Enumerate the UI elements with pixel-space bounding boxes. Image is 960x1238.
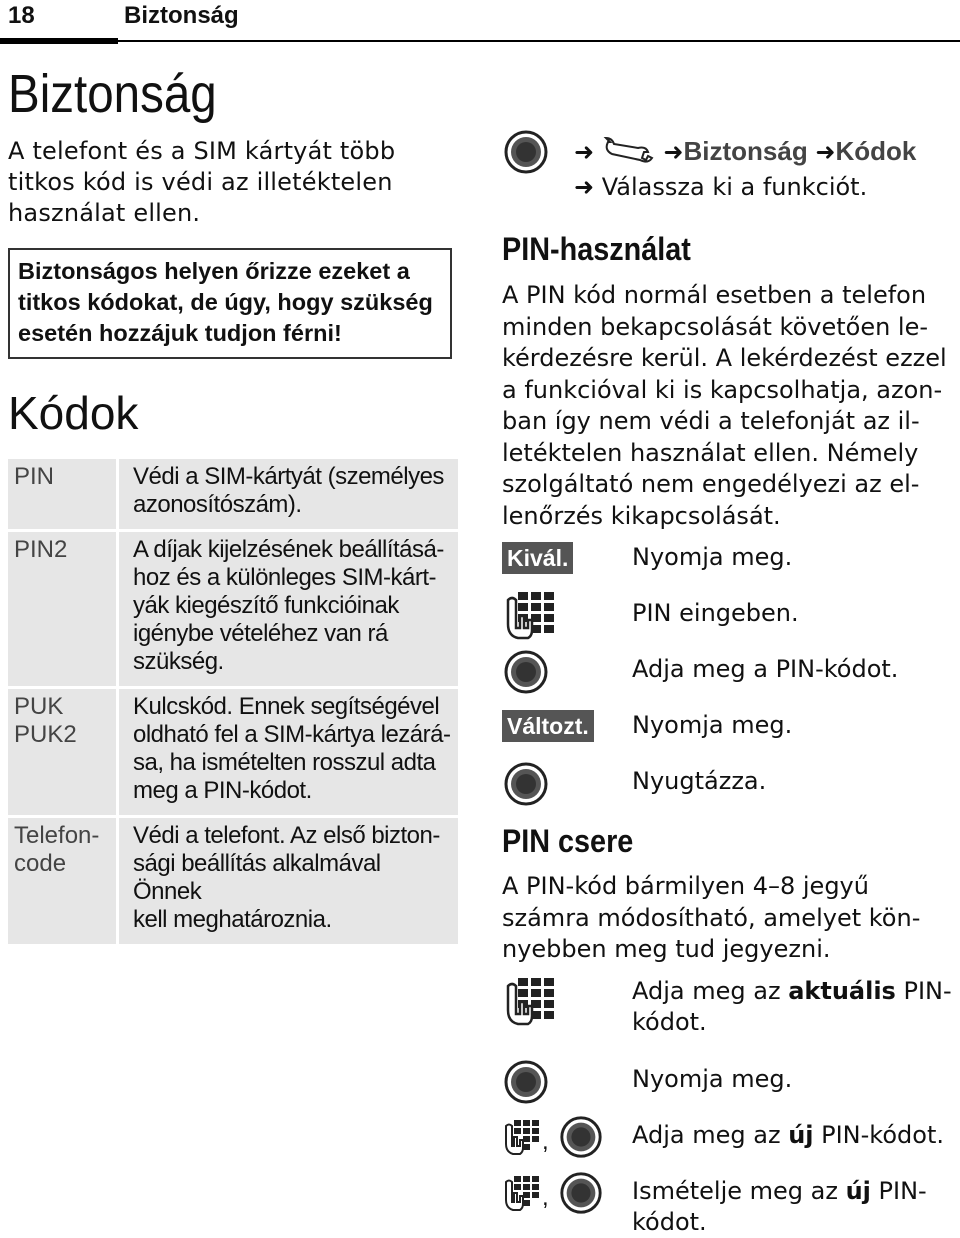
pin-use-paragraph <box>502 280 952 532</box>
keypad-icon <box>502 976 558 1033</box>
desc-line: igénybe vételéhez van rá <box>133 620 388 647</box>
desc-line: Védi a SIM-kártyát (személyes <box>133 463 444 490</box>
pin-change-paragraph <box>502 871 952 966</box>
step-text: Nyomja meg. <box>632 543 793 571</box>
warning-line: esetén hozzájuk tudjon férni! <box>18 320 342 346</box>
keypad-icon <box>502 1174 542 1219</box>
codes-table <box>8 456 458 947</box>
code-description <box>119 459 458 529</box>
table-row <box>8 818 458 944</box>
paragraph-line: ban így nem védi a telefonját az il- <box>502 407 920 435</box>
step-text-part: kódot. <box>632 1208 707 1236</box>
paragraph-line: minden bekapcsolását követően le- <box>502 312 929 341</box>
nav-key-icon <box>502 760 552 815</box>
warning-box <box>8 248 452 359</box>
step-row <box>502 542 952 592</box>
desc-line: Kulcskód. Ennek segítségével <box>133 693 440 720</box>
arrow-right-icon: ➜ <box>574 173 595 201</box>
desc-line: kell meghatároznia. <box>133 906 332 933</box>
desc-line: A díjak kijelzésének beállításá- <box>133 536 444 563</box>
step-text-part: kódot. <box>632 1008 707 1036</box>
step-emphasis: új <box>845 1177 871 1205</box>
intro-paragraph <box>8 136 456 229</box>
nav-key-icon <box>558 1170 604 1221</box>
nav-key-icon <box>502 1058 552 1113</box>
nav-key-icon <box>502 648 552 703</box>
intro-line: A telefont és a SIM kártyát több <box>8 137 396 165</box>
header-rule-accent <box>0 38 118 44</box>
table-row <box>8 689 458 815</box>
softkey-change: Változt. <box>502 710 594 742</box>
step-text <box>632 976 952 1038</box>
step-row <box>502 1114 952 1164</box>
code-description <box>119 532 458 686</box>
paragraph-line: A PIN-kód bármilyen 4–8 jegyű <box>502 872 869 900</box>
code-key-line: PIN <box>14 463 55 490</box>
intro-line: használat ellen. <box>8 199 201 227</box>
step-text <box>632 1176 952 1238</box>
comma-separator: , <box>542 1184 549 1211</box>
section-title <box>8 64 456 124</box>
step-emphasis: új <box>788 1121 814 1149</box>
warning-line: titkos kódokat, de úgy, hogy szükség <box>18 289 433 315</box>
arrow-right-icon: ➜ <box>663 138 684 166</box>
paragraph-line: szolgáltató nem engedélyezi az el- <box>502 470 920 498</box>
code-key <box>8 818 119 944</box>
pin-change-heading: PIN csere <box>502 823 634 859</box>
comma-separator: , <box>542 1128 549 1155</box>
page-number: 18 <box>8 2 35 29</box>
desc-line: oldható fel a SIM-kártya lezárá- <box>133 721 451 748</box>
step-row <box>502 976 952 1038</box>
nav-key-icon <box>558 1114 604 1165</box>
desc-line: meg a PIN-kódot. <box>133 777 312 804</box>
step-row <box>502 710 952 760</box>
desc-line: azonosítószám). <box>133 491 302 518</box>
page-header <box>0 0 960 44</box>
step-row <box>502 760 952 810</box>
table-row <box>8 532 458 686</box>
paragraph-line: nyebben meg tud jegyezni. <box>502 935 831 963</box>
step-text-part: Adja meg az <box>632 977 789 1005</box>
instruction-text: Válassza ki a funkciót. <box>601 173 868 201</box>
code-key <box>8 459 119 529</box>
step-row <box>502 590 952 646</box>
step-row <box>502 1058 952 1108</box>
step-text <box>632 1120 952 1151</box>
menu-path-item: Biztonság <box>683 136 808 166</box>
step-text-part: PIN-kódot. <box>813 1121 944 1149</box>
step-text: Nyomja meg. <box>632 711 793 739</box>
codes-heading: Kódok <box>8 387 139 439</box>
paragraph-line: a funkcióval ki is kapcsolhatja, azon- <box>502 375 943 404</box>
table-row <box>8 459 458 529</box>
step-text-part: PIN- <box>870 1177 927 1205</box>
code-description <box>119 689 458 815</box>
running-title: Biztonság <box>124 2 239 29</box>
code-key-line: PIN2 <box>14 536 68 563</box>
keypad-icon <box>502 1118 542 1163</box>
step-row <box>502 1170 952 1236</box>
paragraph-line: lenőrzés kikapcsolását. <box>502 501 781 530</box>
desc-line: yák kiegészítő funkcióinak <box>133 592 399 619</box>
arrow-right-icon: ➜ <box>574 138 595 166</box>
code-key-line: code <box>14 850 67 877</box>
desc-line: sági beállítás alkalmával Önnek <box>133 850 381 905</box>
nav-key-icon <box>502 128 552 178</box>
pin-use-heading: PIN-használat <box>502 231 691 267</box>
step-text-part: Ismételje meg az <box>632 1177 846 1205</box>
paragraph-line: letéktelen használat ellen. Némely <box>502 438 919 467</box>
desc-line: sa, ha ismételten rosszul adta <box>133 749 436 776</box>
menu-path <box>574 134 916 169</box>
arrow-right-icon: ➜ <box>815 138 836 166</box>
step-text-part: Adja meg az <box>632 1121 789 1149</box>
step-text: Nyugtázza. <box>632 767 767 795</box>
step-text: Adja meg a PIN-kódot. <box>632 655 899 683</box>
code-key-line: Telefon- <box>14 822 100 849</box>
code-key-line: PUK2 <box>14 721 77 748</box>
paragraph-line: számra módosítható, amelyet kön- <box>502 903 921 932</box>
warning-line: Biztonságos helyen őrizze ezeket a <box>18 258 410 284</box>
softkey-select: Kivál. <box>502 542 573 574</box>
step-text: Nyomja meg. <box>632 1065 793 1093</box>
desc-line: hoz és a különleges SIM-kárt- <box>133 564 436 591</box>
intro-line: titkos kód is védi az illetéktelen <box>8 168 393 196</box>
step-text-part: PIN- <box>895 977 952 1005</box>
step-emphasis: aktuális <box>788 977 896 1005</box>
desc-line: szükség. <box>133 648 224 675</box>
code-key-line: PUK <box>14 693 64 720</box>
keypad-icon <box>502 590 558 647</box>
wrench-icon <box>602 138 664 166</box>
code-key <box>8 689 119 815</box>
step-text: PIN eingeben. <box>632 599 799 627</box>
paragraph-line: A PIN kód normál esetben a telefon <box>502 281 927 309</box>
header-rule <box>0 40 960 42</box>
menu-path-item: Kódok <box>835 136 917 166</box>
page-title: Biztonság <box>8 64 217 124</box>
code-description <box>119 818 458 944</box>
menu-path-instruction <box>574 170 867 204</box>
paragraph-line: kérdezésre kerül. A lekérdezést ezzel <box>502 344 947 372</box>
step-row <box>502 648 952 698</box>
desc-line: Védi a telefont. Az első bizton- <box>133 822 440 849</box>
code-key <box>8 532 119 686</box>
